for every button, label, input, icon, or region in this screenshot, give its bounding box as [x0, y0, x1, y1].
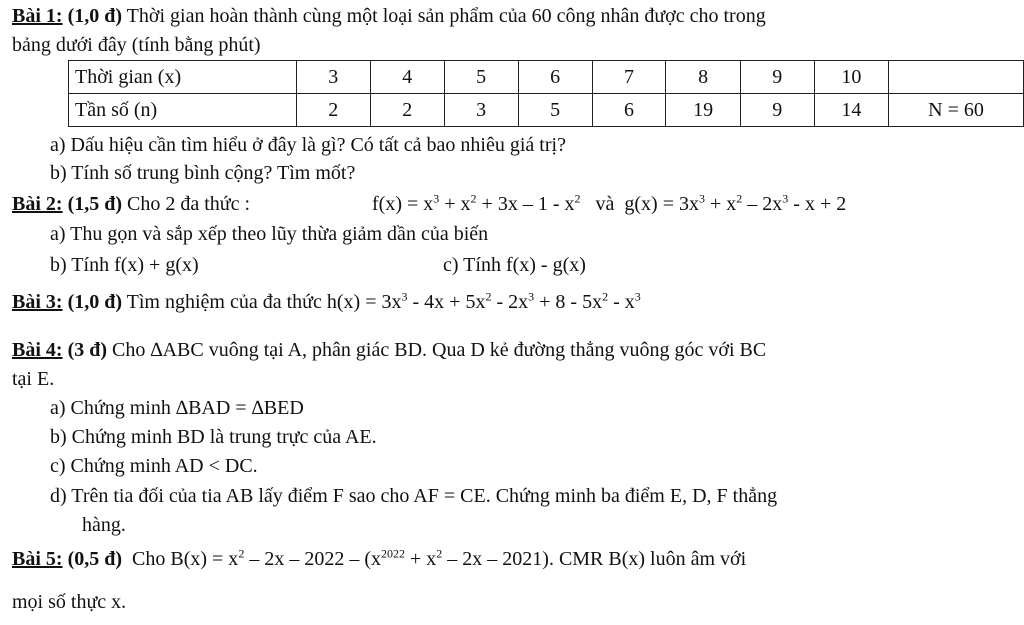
table-cell: 7 — [592, 61, 666, 94]
b5-line2: mọi số thực x. — [12, 591, 127, 613]
table-cell: 8 — [666, 61, 740, 94]
table-row — [69, 61, 1024, 94]
b2-question-a: a) Thu gọn và sắp xếp theo lũy thừa giảm dần của biến — [50, 223, 489, 245]
b5-tail: . CMR B(x) luôn âm với — [548, 548, 747, 570]
b-expression: $B(x) = x^2 - 2x - 2022 - (x^{2022} + x^2 - 2x - 2021)$ — [170, 546, 549, 570]
table-cell: 6 — [518, 61, 592, 94]
frequency-table — [68, 60, 1024, 127]
table-cell — [889, 61, 1024, 94]
b2-polynomials — [372, 192, 846, 216]
table-cell: 14 — [814, 94, 888, 127]
b2-line1 — [12, 192, 250, 216]
b3-line — [12, 290, 641, 314]
g-expression: $g(x) = 3x^3 + x^2 - 2x^3 - x + 2$ — [624, 191, 847, 215]
table-cell: 3 — [444, 94, 518, 127]
b5-heading: Bài 5: — [12, 548, 63, 570]
b4-question-c: c) Chứng minh AD < DC. — [50, 455, 258, 477]
b2-question-b: b) Tính f(x) + g(x) — [50, 254, 199, 276]
b1-question-b: b) Tính số trung bình cộng? Tìm mốt? — [50, 162, 356, 184]
b4-question-d1: d) Trên tia đối của tia AB lấy điểm F sao cho AF = CE. Chứng minh ba điểm E, D, F thẳng — [50, 485, 778, 507]
b4-question-a: a) Chứng minh ∆BAD = ∆BED — [50, 397, 304, 419]
b3-heading: Bài 3: — [12, 291, 63, 313]
table-cell: 19 — [666, 94, 740, 127]
table-cell: 6 — [592, 94, 666, 127]
b5-points: (0,5 đ) — [67, 548, 123, 570]
b1-text1: Thời gian hoàn thành cùng một loại sản phẩm của 60 công nhân được cho trong — [126, 5, 766, 27]
b1-text2: bảng dưới đây (tính bằng phút) — [12, 34, 261, 56]
b4-points: (3 đ) — [67, 339, 108, 361]
table-cell: 10 — [814, 61, 888, 94]
b4-text2: tại E. — [12, 368, 55, 390]
table-cell: N = 60 — [889, 94, 1024, 127]
table-row — [69, 94, 1024, 127]
table-row-label: Thời gian (x) — [69, 61, 297, 94]
table-cell: 5 — [444, 61, 518, 94]
b4-text1: Cho ∆ABC vuông tại A, phân giác BD. Qua D kẻ đường thẳng vuông góc với BC — [112, 339, 767, 361]
table-cell: 2 — [296, 94, 370, 127]
table-cell: 2 — [370, 94, 444, 127]
b2-heading: Bài 2: — [12, 193, 63, 215]
b3-text: Tìm nghiệm của đa thức — [126, 291, 322, 313]
b1-heading: Bài 1: — [12, 5, 63, 27]
b5-text: Cho — [132, 548, 166, 570]
h-expression: $h(x) = 3x^3 - 4x + 5x^2 - 2x^3 + 8 - 5x^2 - x^3$ — [326, 289, 641, 313]
table-cell: 5 — [518, 94, 592, 127]
b4-question-b: b) Chứng minh BD là trung trực của AE. — [50, 426, 377, 448]
and-word: và — [595, 193, 615, 215]
b1-points: (1,0 đ) — [67, 5, 123, 27]
table-row-label: Tần số (n) — [69, 94, 297, 127]
table-cell: 9 — [740, 61, 814, 94]
b1-question-a: a) Dấu hiệu cần tìm hiểu ở đây là gì? Có tất cả bao nhiêu giá trị? — [50, 134, 566, 156]
b2-points: (1,5 đ) — [67, 193, 123, 215]
b1-line1 — [12, 4, 766, 28]
b3-points: (1,0 đ) — [67, 291, 123, 313]
table-cell: 3 — [296, 61, 370, 94]
f-expression: $f(x) = x^3 + x^2 + 3x - 1 - x^2$ — [372, 191, 581, 215]
b2-text: Cho 2 đa thức : — [127, 193, 251, 215]
b5-line1 — [12, 547, 746, 571]
b4-question-d2: hàng. — [82, 514, 126, 536]
b4-heading: Bài 4: — [12, 339, 63, 361]
table-cell: 4 — [370, 61, 444, 94]
b2-question-c: c) Tính f(x) - g(x) — [443, 254, 586, 276]
table-cell: 9 — [740, 94, 814, 127]
b4-line1 — [12, 338, 766, 362]
